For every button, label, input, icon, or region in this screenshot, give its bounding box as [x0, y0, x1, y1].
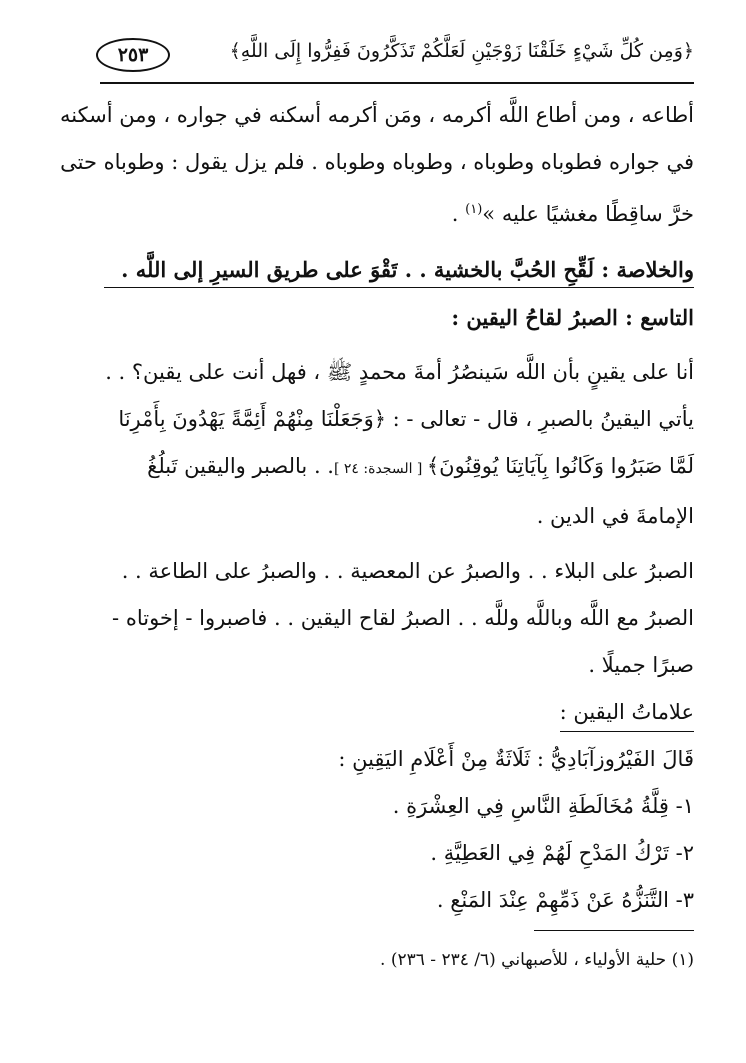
footnote: (١) حلية الأولياء ، للأصبهاني (٦/ ٢٣٤ - ٢٣٦) .: [380, 950, 694, 970]
text-line: أنا على يقينٍ بأن اللَّه سَينصُرُ أمةَ محمدٍ ﷺ ، فهل أنت على يقين؟ . .: [105, 360, 694, 384]
text-segment: .: [451, 202, 466, 226]
header-divider: [100, 82, 694, 84]
text-line: [40, 186, 694, 238]
summary-line: والخلاصة : لَقِّحِ الحُبَّ بالخشية . . تَقْوَ على طريق السيرِ إلى اللَّه .: [121, 257, 694, 282]
text-segment: . . بالصبر واليقين تَبلُغُ: [147, 454, 334, 478]
signs-heading: علاماتُ اليقين :: [560, 695, 694, 732]
text-line: صبرًا جميلًا .: [588, 653, 694, 677]
quran-verse: لَمَّا صَبَرُوا وَكَانُوا بِآيَاتِنَا يُوقِنُونَ﴾: [426, 454, 694, 478]
text-segment: خرَّ ساقِطًا مغشيًا عليه »: [482, 202, 694, 226]
page-number: ٢٥٣: [96, 38, 170, 72]
page-header: [100, 36, 694, 78]
footnote-divider: [534, 930, 694, 931]
text-line: [40, 443, 694, 493]
verse-reference: [ السجدة: ٢٤ ]: [333, 461, 427, 477]
subheading-line: [40, 689, 694, 736]
list-item: ١- قِلَّةُ مُخَالَطَةِ النَّاسِ فِي العِشْرَةِ .: [392, 794, 694, 818]
text-line: الصبرُ على البلاء . . والصبرُ عن المعصية . . والصبرُ على الطاعة . .: [121, 559, 694, 583]
paragraph-gap: [40, 341, 694, 349]
text-line: في جواره فطوباه وطوباه ، وطوباه وطوباه . فلم يزل يقول : وطوباه حتى: [60, 150, 694, 174]
main-text: [40, 92, 694, 924]
text-line: أطاعه ، ومن أطاع اللَّه أكرمه ، ومَن أكرمه أسكنه في جواره ، ومن أسكنه: [59, 103, 694, 127]
section-heading: التاسع : الصبرُ لقاحُ اليقين :: [451, 305, 694, 330]
text-line: الإمامةَ في الدين .: [536, 504, 694, 528]
paragraph-gap: [40, 238, 694, 246]
text-line: يأتي اليقينُ بالصبرِ ، قال - تعالى - : ﴿وَجَعَلْنَا مِنْهُمْ أَئِمَّةً يَهْدُونَ بِأَمْرِنَا: [118, 407, 694, 431]
footnote-marker: (١): [465, 202, 483, 217]
header-verse: ﴿وَمِن كُلِّ شَيْءٍ خَلَقْنَا زَوْجَيْنِ لَعَلَّكُمْ تَذَكَّرُونَ فَفِرُّوا إِلَى اللَّهِ﴾: [229, 40, 694, 62]
quote-line: قَالَ الفَيْرُوزآبَادِيُّ : ثَلَاثَةٌ مِنْ أَعْلَامِ اليَقِينِ :: [338, 747, 694, 771]
text-line: الصبرُ مع اللَّه وباللَّه وللَّه . . الصبرُ لقاح اليقين . . فاصبروا - إخوتاه -: [112, 606, 694, 630]
paragraph-gap: [40, 540, 694, 548]
list-item: ٣- التَّنَزُّهُ عَنْ ذَمِّهِمْ عِنْدَ المَنْعِ .: [436, 888, 694, 912]
list-item: ٢- تَرْكُ المَدْحِ لَهُمْ فِي العَطِيَّةِ .: [430, 841, 694, 865]
